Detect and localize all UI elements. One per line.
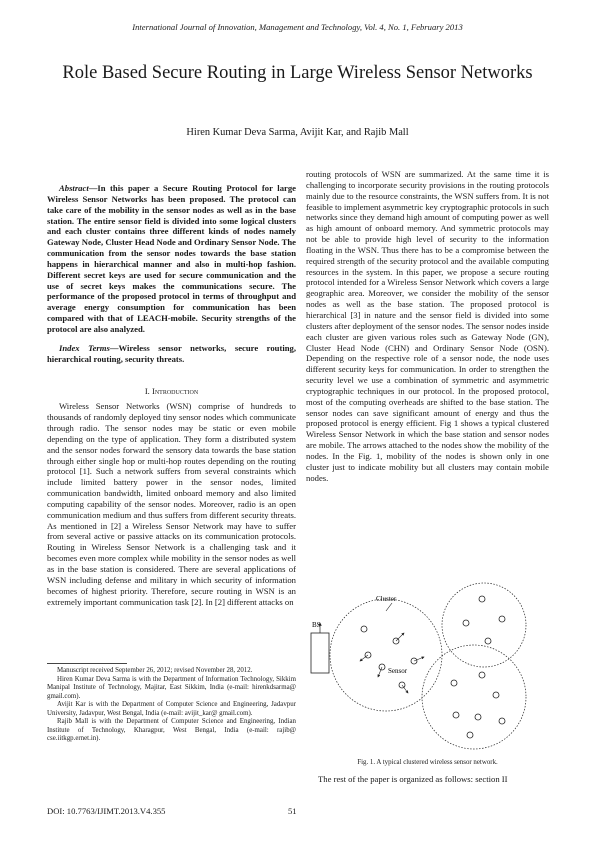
section-heading: [47, 386, 296, 397]
section-number: I.: [144, 385, 150, 396]
footnotes: [47, 667, 296, 744]
footnote-rule: [47, 663, 127, 664]
rest-paragraph: The rest of the paper is organized as follows: section II: [318, 774, 508, 784]
intro-paragraph-right: routing protocols of WSN are summarized. At the same time it is challenging to incorporate security provisions in the routing protocols mainly due to the resource constraints, the WSN suffers from. It is not feasible to implement asymmetric key cryptographic protocols in such networks since they demand high amount of computing power as well as high amount of onboard memory. And symmetric protocols may not be able to provide high level of security to the information floating in the WSN. Thus there has to be a compromise between the required strength of the security protocol and the available computing resources in the system. In this paper, we propose a secure routing protocol intended for a Wireless Sensor Network which covers a large geographic area. Moreover, we consider the mobility of the sensor nodes as well as the base station. The proposed protocol is hierarchical [3] in nature and the sensor field is divided into some clusters after deployment of the sensor nodes. The sensor nodes inside each cluster are given various roles such as Gateway Node (GN), Cluster Head Node (CHN) and Ordinary Sensor Node (OSN). Depending on the respective role of a sensor node, the node uses different security keys for communication. In order to strengthen the security level we use a combination of symmetric and asymmetric cryptographic techniques in our protocol. In the proposed protocol, most of the computing overheads are shifted to the base station. The sensor nodes can save significant amount of energy and thus the proposed protocol is energy efficient. Fig 1 shows a typical clustered Wireless Sensor Network in which the base station and sensor nodes are mobile. The arrows attached to the nodes show the mobility of the nodes. In the Fig. 1, mobility of the nodes is shown only in one cluster just to indicate mobility but all clusters may contain mobile nodes.: [306, 169, 549, 483]
authors: Hiren Kumar Deva Sarma, Avijit Kar, and Rajib Mall: [186, 127, 409, 138]
base-station-box: [311, 633, 329, 673]
figure-caption: Fig. 1. A typical clustered wireless sensor network.: [357, 759, 498, 766]
index-terms-label: Index Terms: [59, 342, 110, 353]
cluster-label: Cluster: [376, 595, 397, 603]
figure-1: [306, 575, 549, 755]
left-column: [47, 183, 296, 607]
abstract-label: Abstract: [59, 183, 89, 193]
paper-title: Role Based Secure Routing in Large Wireless Sensor Networks: [62, 63, 533, 83]
footnote: Manuscript received September 26, 2012; revised November 28, 2012.: [57, 667, 253, 674]
page-number: 51: [288, 806, 297, 816]
section-title: Introduction: [151, 385, 199, 396]
cluster-circle: [330, 599, 442, 711]
abstract-text: —In this paper a Secure Routing Protocol for large Wireless Sensor Networks has been proposed. The protocol can take care of the mobility in the sensor nodes as well as in the base station. The entire sensor field is divided into some logical clusters and each cluster contains three different kinds of nodes namely Gateway Node, Cluster Head Node and Ordinary Sensor Node. The communication from the sensor nodes towards the base station happens in hierarchical manner and also in multi-hop fashion. Different secret keys are used for secure communication and the use of secret keys makes the communications secure. The performance of the proposed protocol in terms of throughput and average energy consumption for communication has been compared with that of LEACH-mobile. Security strengths of the protocol are also analyzed.: [47, 183, 296, 334]
intro-paragraph-left: Wireless Sensor Networks (WSN) comprise of hundreds to thousands of randomly deployed tiny sensor nodes which communicate through radio. The sensor nodes may be static or even mobile depending on the type of application. They form a distributed system and the sensor nodes forward the sensory data towards the base station through either single hop or multi-hop routes depending on the routing protocol [1]. Such a network suffers from several constraints which include limited battery power in the sensor nodes, limited communication bandwidth, limited onboard memory and also limited computing capability of the sensor nodes. Moreover, radio is an open communication medium and thus suffers from different security threats. As mentioned in [2] a Wireless Sensor Network may have to suffer from several active or passive attacks on its communication protocols. Routing in Wireless Sensor Network is a challenging task and it becomes even more complex while mobility in the sensor nodes as well as in the base station is considered. There are several applications of WSN including defense and military in which security of information becomes of highest priority. Therefore, secure routing in WSN is an extremely important communication task [2]. In [2] different attacks on: [47, 401, 296, 607]
doi: DOI: 10.7763/IJIMT.2013.V4.355: [47, 806, 166, 816]
right-column: [306, 169, 549, 483]
bs-label: BS: [312, 621, 321, 629]
journal-header: International Journal of Innovation, Management and Technology, Vol. 4, No. 1, February 2013: [132, 22, 463, 32]
footnote: Hiren Kumar Deva Sarma is with the Department of Information Technology, Sikkim Manipal Institute of Technology, Majitar, East Sikkim, India (e-mail: hirenkdsarma@ gmail.com).: [47, 675, 296, 700]
sensor-label: Sensor: [388, 667, 408, 675]
cluster-circle: [442, 583, 526, 667]
network-diagram: [306, 575, 549, 755]
index-terms-text: —Wireless sensor networks, secure routing, hierarchical routing, security threats.: [47, 342, 296, 364]
footnote: Avijit Kar is with the Department of Computer Science and Engineering, Jadavpur University, Jadavpur, West Bengal, India (e-mail: avijit_kar@ gmail.com).: [47, 701, 296, 717]
cluster-circle: [422, 645, 526, 749]
abstract: [47, 183, 296, 335]
footnote: Rajib Mall is with the Department of Computer Science and Engineering, Indian Institute of Technology, Kharagpur, West Bengal, India (e-mail: rajib@ cse.iitkgp.ernet.in).: [47, 718, 296, 742]
index-terms: [47, 343, 296, 365]
